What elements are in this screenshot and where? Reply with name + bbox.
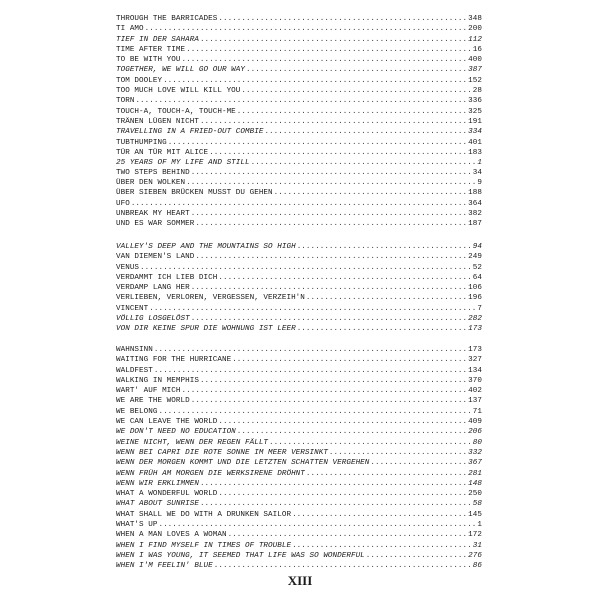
entry-page-number: 370 [468,376,482,385]
entry-title: TORN [116,97,135,106]
entry-page-number: 173 [468,346,482,354]
index-entry [116,263,482,273]
entry-page-number: 137 [468,397,482,406]
dot-leader [218,489,467,499]
entry-page-number: 325 [468,107,482,116]
entry-page-number: 327 [468,356,482,365]
dot-leader [195,252,467,262]
index-entry [116,76,482,86]
entry-title: TOUCH-A, TOUCH-A, TOUCH-ME [116,107,236,116]
index-entry [116,355,482,365]
index-entry [116,551,482,561]
entry-page-number: 31 [472,541,482,550]
dot-leader [182,55,468,65]
entry-page-number: 64 [472,273,482,282]
entry-title: WE CAN LEAVE THE WORLD [116,418,218,427]
entry-page-number: 250 [468,490,482,499]
dot-leader [191,396,467,406]
dot-leader [182,386,468,396]
entry-title: WART' AUF MICH [116,387,181,396]
dot-leader [154,345,467,355]
index-section-t [116,14,482,179]
entry-page-number: 249 [468,253,482,262]
index-entry [116,417,482,427]
entry-title: THROUGH THE BARRICADES [116,15,218,23]
dot-leader [209,148,467,158]
entry-page-number: 1 [477,159,482,168]
entry-title: WAITING FOR THE HURRICANE [116,356,232,365]
entry-title: TIEF IN DER SAHARA [116,35,199,44]
entry-page-number: 364 [468,199,482,208]
entry-title: VON DIR KEINE SPUR DIE WOHNUNG IST LEER [116,325,296,334]
dot-leader [218,14,467,24]
entry-title: WENN FRÜH AM MORGEN DIE WERKSIRENE DRÖHNT [116,469,305,478]
index-entry [116,438,482,448]
index-entry [116,499,482,509]
index-entry [116,324,482,334]
entry-page-number: 28 [472,87,482,96]
entry-title: WENN DER MORGEN KOMMT UND DIE LETZTEN SCHATTEN VERGEHEN [116,459,370,468]
dot-leader [191,209,467,219]
dot-leader [135,96,467,106]
entry-title: TRÄNEN LÜGEN NICHT [116,117,199,126]
entry-page-number: 173 [468,325,482,334]
index-entry [116,86,482,96]
dot-leader [163,76,467,86]
index-entry [116,107,482,117]
index-section-u [116,178,482,229]
entry-page-number: 409 [468,418,482,427]
dot-leader [297,242,472,252]
index-entry [116,489,482,499]
dot-leader [274,188,468,198]
entry-title: VERLIEBEN, VERLOREN, VERGESSEN, VERZEIH'N [116,294,305,303]
dot-leader [246,65,467,75]
entry-page-number: 200 [468,25,482,34]
entry-title: WHAT SHALL WE DO WITH A DRUNKEN SAILOR [116,510,292,519]
index-entry [116,314,482,324]
dot-leader [200,35,467,45]
entry-page-number: 94 [472,243,482,251]
index-entry [116,345,482,355]
index-entry [116,448,482,458]
entry-title: VAN DIEMEN'S LAND [116,253,195,262]
entry-title: WE DON'T NEED NO EDUCATION [116,428,236,437]
index-section-v [116,242,482,335]
entry-page-number: 336 [468,97,482,106]
entry-page-number: 367 [468,459,482,468]
entry-title: TÜR AN TÜR MIT ALICE [116,148,209,157]
index-entry [116,283,482,293]
entry-title: TOO MUCH LOVE WILL KILL YOU [116,87,241,96]
entry-title: WE ARE THE WORLD [116,397,190,406]
dot-leader [269,438,472,448]
dot-leader [218,273,471,283]
entry-title: VERDAMMT ICH LIEB DICH [116,273,218,282]
entry-title: WEINE NICHT, WENN DER REGEN FÄLLT [116,438,269,447]
entry-page-number: 1 [477,521,482,530]
entry-page-number: 7 [477,304,482,313]
dot-leader [158,520,476,530]
dot-leader [195,219,467,229]
entry-page-number: 148 [468,479,482,488]
dot-leader [366,551,467,561]
entry-title: WHAT'S UP [116,521,158,530]
entry-page-number: 80 [472,438,482,447]
entry-page-number: 52 [472,263,482,272]
dot-leader [237,107,467,117]
index-entry [116,520,482,530]
index-entry [116,199,482,209]
index-entry [116,55,482,65]
dot-leader [200,499,472,509]
index-entry [116,407,482,417]
entry-page-number: 58 [472,500,482,509]
entry-title: VENUS [116,263,140,272]
entry-page-number: 387 [468,66,482,75]
entry-title: UFO [116,199,130,208]
entry-title: ÜBER SIEBEN BRÜCKEN MUSST DU GEHEN [116,189,273,198]
index-entry [116,65,482,75]
dot-leader [149,304,476,314]
index-entry [116,219,482,229]
entry-page-number: 9 [477,179,482,187]
entry-page-number: 281 [468,469,482,478]
dot-leader [186,45,472,55]
index-entry [116,386,482,396]
dot-leader [251,158,477,168]
entry-page-number: 134 [468,366,482,375]
dot-leader [232,355,467,365]
entry-title: WHAT A WONDERFUL WORLD [116,490,218,499]
index-entry [116,561,482,571]
entry-title: WHEN I FIND MYSELF IN TIMES OF TROUBLE [116,541,292,550]
entry-page-number: 16 [472,45,482,54]
entry-page-number: 191 [468,117,482,126]
index-entry [116,45,482,55]
entry-page-number: 187 [468,220,482,229]
dot-leader [292,510,467,520]
dot-leader [154,366,467,376]
index-entry [116,376,482,386]
index-entry [116,304,482,314]
entry-page-number: 34 [472,169,482,178]
index-entry [116,24,482,34]
entry-page-number: 112 [468,35,482,44]
entry-title: WE BELONG [116,407,158,416]
dot-leader [329,448,467,458]
entry-page-number: 71 [472,407,482,416]
index-entry [116,188,482,198]
index-entry [116,242,482,252]
index-entry [116,479,482,489]
index-entry [116,117,482,127]
index-entry [116,35,482,45]
index-entry [116,273,482,283]
index-entry [116,148,482,158]
index-entry [116,127,482,137]
dot-leader [191,314,467,324]
entry-page-number: 334 [468,128,482,137]
dot-leader [200,117,467,127]
entry-title: WALDFEST [116,366,153,375]
index-entry [116,530,482,540]
entry-title: TOGETHER, WE WILL GO OUR WAY [116,66,245,75]
entry-page-number: 172 [468,531,482,540]
entry-title: TRAVELLING IN A FRIED-OUT COMBIE [116,128,264,137]
dot-leader [191,283,467,293]
entry-title: TUBTHUMPING [116,138,167,147]
index-entry [116,396,482,406]
dot-leader [200,479,467,489]
dot-leader [186,178,476,188]
index-entry [116,366,482,376]
entry-page-number: 382 [468,209,482,218]
index-entry [116,138,482,148]
index-entry [116,293,482,303]
entry-title: WENN WIR ERKLIMMEN [116,479,199,488]
entry-page-number: 401 [468,138,482,147]
dot-leader [241,86,471,96]
entry-title: WENN BEI CAPRI DIE ROTE SONNE IM MEER VERSINKT [116,448,328,457]
entry-page-number: 400 [468,56,482,65]
entry-title: TWO STEPS BEHIND [116,169,190,178]
entry-page-number: 152 [468,76,482,85]
index-entry [116,178,482,188]
entry-title: WHEN I WAS YOUNG, IT SEEMED THAT LIFE WAS SO WONDERFUL [116,551,365,560]
entry-title: VERDAMP LANG HER [116,284,190,293]
dot-leader [218,417,467,427]
entry-title: VINCENT [116,304,149,313]
index-entry [116,427,482,437]
dot-leader [140,263,472,273]
entry-title: WHAT ABOUT SUNRISE [116,500,199,509]
entry-title: TOM DOOLEY [116,76,163,85]
dot-leader [297,324,467,334]
dot-leader [370,458,467,468]
index-entry [116,458,482,468]
dot-leader [228,530,468,540]
index-entry [116,541,482,551]
dot-leader [131,199,467,209]
entry-page-number: 348 [468,15,482,23]
entry-page-number: 282 [468,315,482,324]
entry-title: TI AMO [116,25,144,34]
entry-title: TIME AFTER TIME [116,45,186,54]
index-entry [116,209,482,219]
entry-page-number: 183 [468,148,482,157]
dot-leader [264,127,467,137]
dot-leader [306,469,467,479]
dot-leader [200,376,467,386]
entry-page-number: 332 [468,448,482,457]
entry-page-number: 196 [468,294,482,303]
entry-title: WALKING IN MEMPHIS [116,376,199,385]
entry-page-number: 86 [472,562,482,571]
entry-title: WHEN I'M FEELIN' BLUE [116,562,213,571]
index-entry [116,14,482,24]
entry-title: ÜBER DEN WOLKEN [116,179,186,187]
dot-leader [237,427,467,437]
index-entry [116,158,482,168]
page-number: XIII [287,573,313,588]
index-entry [116,96,482,106]
index-section-w [116,345,482,572]
entry-title: 25 YEARS OF MY LIFE AND STILL [116,159,250,168]
entry-title: WAHNSINN [116,346,153,354]
entry-page-number: 145 [468,510,482,519]
dot-leader [292,541,472,551]
entry-page-number: 276 [468,551,482,560]
entry-title: UND ES WAR SOMMER [116,220,195,229]
dot-leader [306,293,467,303]
entry-title: WHEN A MAN LOVES A WOMAN [116,531,227,540]
entry-page-number: 188 [468,189,482,198]
dot-leader [145,24,468,34]
dot-leader [168,138,467,148]
index-entry [116,510,482,520]
entry-title: UNBREAK MY HEART [116,209,190,218]
entry-title: VÖLLIG LOSGELÖST [116,315,190,324]
entry-title: VALLEY'S DEEP AND THE MOUNTAINS SO HIGH [116,243,296,251]
entry-title: TO BE WITH YOU [116,56,181,65]
entry-page-number: 106 [468,284,482,293]
index-entry [116,469,482,479]
dot-leader [158,407,471,417]
index-entry [116,252,482,262]
dot-leader [214,561,472,571]
entry-page-number: 206 [468,428,482,437]
entry-page-number: 402 [468,387,482,396]
